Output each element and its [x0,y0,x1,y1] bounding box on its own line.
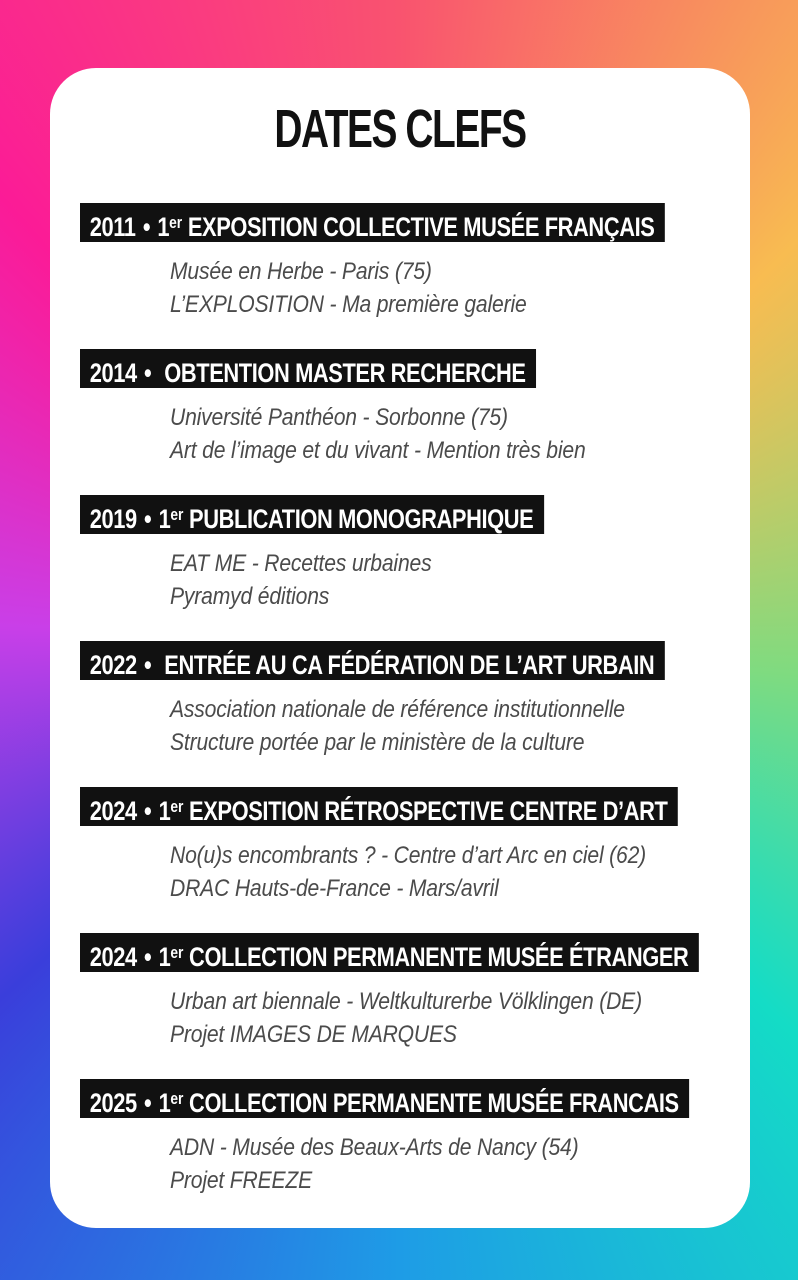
bullet-separator: • [142,212,151,242]
entry-header-bar [80,349,536,388]
entry-title: PUBLICATION MONOGRAPHIQUE [189,504,534,534]
entry-header-bar [80,495,544,534]
bullet-separator: • [144,1088,152,1118]
timeline-entry [80,641,750,759]
entry-year: 2014 [89,358,137,388]
entry-details [170,985,680,1051]
entry-details [170,839,680,905]
timeline-entry [80,933,750,1051]
timeline-entry [80,495,750,613]
entry-detail-line-2: Projet IMAGES DE MARQUES [170,1021,457,1048]
entry-year: 2024 [89,942,137,972]
entry-title: EXPOSITION COLLECTIVE MUSÉE FRANÇAIS [187,212,655,242]
ordinal-superscript: er [170,797,184,816]
entry-year: 2011 [89,212,136,242]
dates-card [50,68,750,1228]
entry-ordinal: 1er [158,796,184,826]
entry-title: ENTRÉE AU CA FÉDÉRATION DE L’ART URBAIN [164,650,655,680]
entry-details [170,401,680,467]
entry-header-bar [80,1079,689,1118]
entry-year: 2025 [89,1088,137,1118]
entry-title: COLLECTION PERMANENTE MUSÉE FRANCAIS [189,1088,679,1118]
timeline-entry [80,787,750,905]
entry-year: 2022 [89,650,137,680]
bullet-separator: • [144,796,152,826]
timeline-entry [80,203,750,321]
entry-title: COLLECTION PERMANENTE MUSÉE ÉTRANGER [189,942,689,972]
entry-header-bar [80,641,665,680]
entry-detail-line-1: Université Panthéon - Sorbonne (75) [170,404,508,431]
entry-details [170,1131,680,1197]
entry-detail-line-1: Association nationale de référence institutionnelle [170,696,625,723]
entry-detail-line-2: Projet FREEZE [170,1167,313,1194]
entry-ordinal: 1er [158,942,184,972]
ordinal-superscript: er [169,213,183,232]
entry-detail-line-1: Urban art biennale - Weltkulturerbe Völklingen (DE) [170,988,642,1015]
entry-title: OBTENTION MASTER RECHERCHE [164,358,526,388]
entry-ordinal: 1er [158,504,184,534]
ordinal-superscript: er [170,1089,184,1108]
entry-details [170,547,680,613]
ordinal-superscript: er [170,943,184,962]
bullet-separator: • [144,942,152,972]
timeline [50,203,750,1197]
bullet-separator: • [144,650,152,680]
entry-ordinal: 1er [157,212,183,242]
entry-detail-line-2: Art de l’image et du vivant - Mention très bien [170,437,586,464]
entry-header-bar [80,933,699,972]
entry-header-bar [80,203,665,242]
entry-ordinal: 1er [158,1088,184,1118]
entry-header-bar [80,787,678,826]
entry-detail-line-1: Musée en Herbe - Paris (75) [170,258,432,285]
entry-details [170,255,680,321]
ordinal-superscript: er [170,505,184,524]
entry-year: 2019 [89,504,137,534]
page-title: DATES CLEFS [274,99,526,159]
timeline-entry [80,1079,750,1197]
bullet-separator: • [144,504,152,534]
entry-detail-line-2: DRAC Hauts-de-France - Mars/avril [170,875,499,902]
entry-detail-line-1: No(u)s encombrants ? - Centre d’art Arc en ciel (62) [170,842,647,869]
timeline-entry [80,349,750,467]
entry-detail-line-2: L’EXPLOSITION - Ma première galerie [170,291,527,318]
entry-detail-line-1: EAT ME - Recettes urbaines [170,550,432,577]
entry-title: EXPOSITION RÉTROSPECTIVE CENTRE D’ART [189,796,668,826]
entry-detail-line-2: Pyramyd éditions [170,583,330,610]
entry-year: 2024 [89,796,137,826]
entry-detail-line-1: ADN - Musée des Beaux-Arts de Nancy (54) [170,1134,579,1161]
bullet-separator: • [144,358,152,388]
entry-details [170,693,680,759]
entry-detail-line-2: Structure portée par le ministère de la culture [170,729,585,756]
